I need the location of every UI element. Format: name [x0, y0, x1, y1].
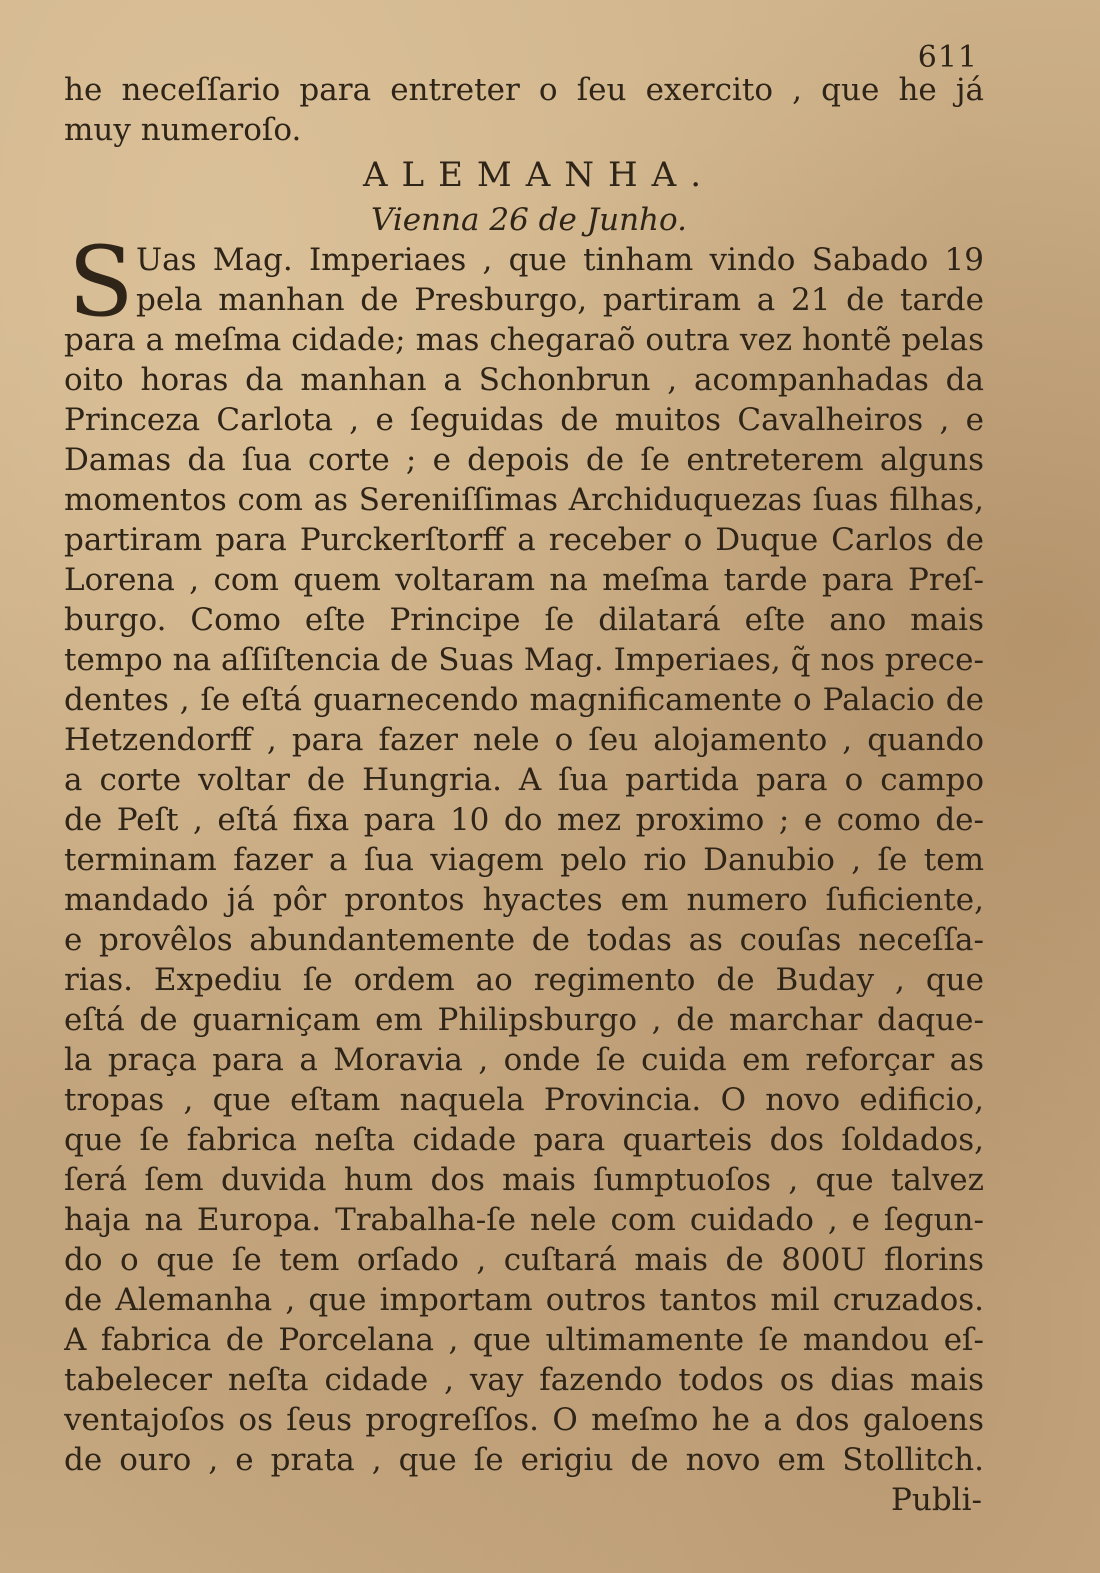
text-line: he neceſſario para entreter o ſeu exercito , que he já	[64, 72, 984, 108]
text-line: pela manhan de Presburgo, partiram a 21 de tarde	[136, 282, 984, 318]
text-block	[64, 70, 984, 1520]
text-line: Uas Mag. Imperiaes , que tinham vindo Sabado 19	[136, 242, 984, 278]
text-line: mandado já pôr prontos hyactes em numero ſuficiente,	[64, 882, 984, 918]
text-line: oito horas da manhan a Schonbrun , acompanhadas da	[64, 362, 984, 398]
text-line: para a meſma cidade; mas chegaraõ outra vez hontẽ pelas	[64, 322, 984, 358]
text-line: tabelecer neſta cidade , vay fazendo todos os dias mais	[64, 1362, 984, 1398]
text-line: e provêlos abundantemente de todas as couſas neceſſa-	[64, 922, 984, 958]
page-number: 611	[917, 40, 978, 75]
text-line: burgo. Como eſte Principe ſe dilatará eſte ano mais	[64, 602, 984, 638]
text-line: Hetzendorff , para fazer nele o ſeu alojamento , quando	[64, 722, 984, 758]
section-title: ALEMANHA.	[362, 155, 716, 195]
text-line: eſtá de guarniçam em Philipsburgo , de marchar daque-	[64, 1002, 984, 1038]
text-line: do o que ſe tem orſado , cuſtará mais de 800U florins	[64, 1242, 984, 1278]
text-line: tempo na aſſiſtencia de Suas Mag. Imperiaes, q̃ nos prece-	[64, 642, 984, 678]
paragraph-body	[64, 320, 984, 1480]
text-line: de Peſt , eſtá fixa para 10 do mez proximo ; e como de-	[64, 802, 984, 838]
text-line: que ſe fabrica neſta cidade para quarteis dos ſoldados,	[64, 1122, 984, 1158]
paragraph-opening	[64, 226, 984, 338]
text-line: Damas da ſua corte ; e depois de ſe entreterem alguns	[64, 442, 984, 478]
text-line: Princeza Carlota , e ſeguidas de muitos Cavalheiros , e	[64, 402, 984, 438]
text-line: rias. Expediu ſe ordem ao regimento de Buday , que	[64, 962, 984, 998]
text-line: Lorena , com quem voltaram na meſma tarde para Preſ-	[64, 562, 984, 598]
text-line: de ouro , e prata , que ſe erigiu de novo em Stollitch.	[64, 1442, 984, 1478]
text-line: de Alemanha , que importam outros tantos mil cruzados.	[64, 1282, 984, 1318]
text-line: A fabrica de Porcelana , que ultimamente ſe mandou eſ-	[64, 1322, 984, 1358]
text-line: tropas , que eſtam naquela Provincia. O novo edificio,	[64, 1082, 984, 1118]
text-line: dentes , ſe eſtá guarnecendo magnificamente o Palacio de	[64, 682, 984, 718]
catchword: Publi-	[891, 1482, 982, 1518]
text-line: muy numeroſo.	[64, 112, 302, 148]
text-line: la praça para a Moravia , onde ſe cuida em reforçar as	[64, 1042, 984, 1078]
text-line: a corte voltar de Hungria. A ſua partida para o campo	[64, 762, 984, 798]
dateline: Vienna 26 de Junho.	[370, 202, 687, 238]
drop-cap: S	[68, 226, 134, 338]
text-line: haja na Europa. Trabalha-ſe nele com cuidado , e ſegun-	[64, 1202, 984, 1238]
text-line: terminam fazer a ſua viagem pelo rio Danubio , ſe tem	[64, 842, 984, 878]
text-line: ventajoſos os ſeus progreſſos. O meſmo he a dos galoens	[64, 1402, 984, 1438]
text-line: ſerá ſem duvida hum dos mais ſumptuoſos , que talvez	[64, 1162, 984, 1198]
text-line: momentos com as Sereniſſimas Archiduquezas ſuas filhas,	[64, 482, 984, 518]
text-line: partiram para Purckerſtorff a receber o Duque Carlos de	[64, 522, 984, 558]
